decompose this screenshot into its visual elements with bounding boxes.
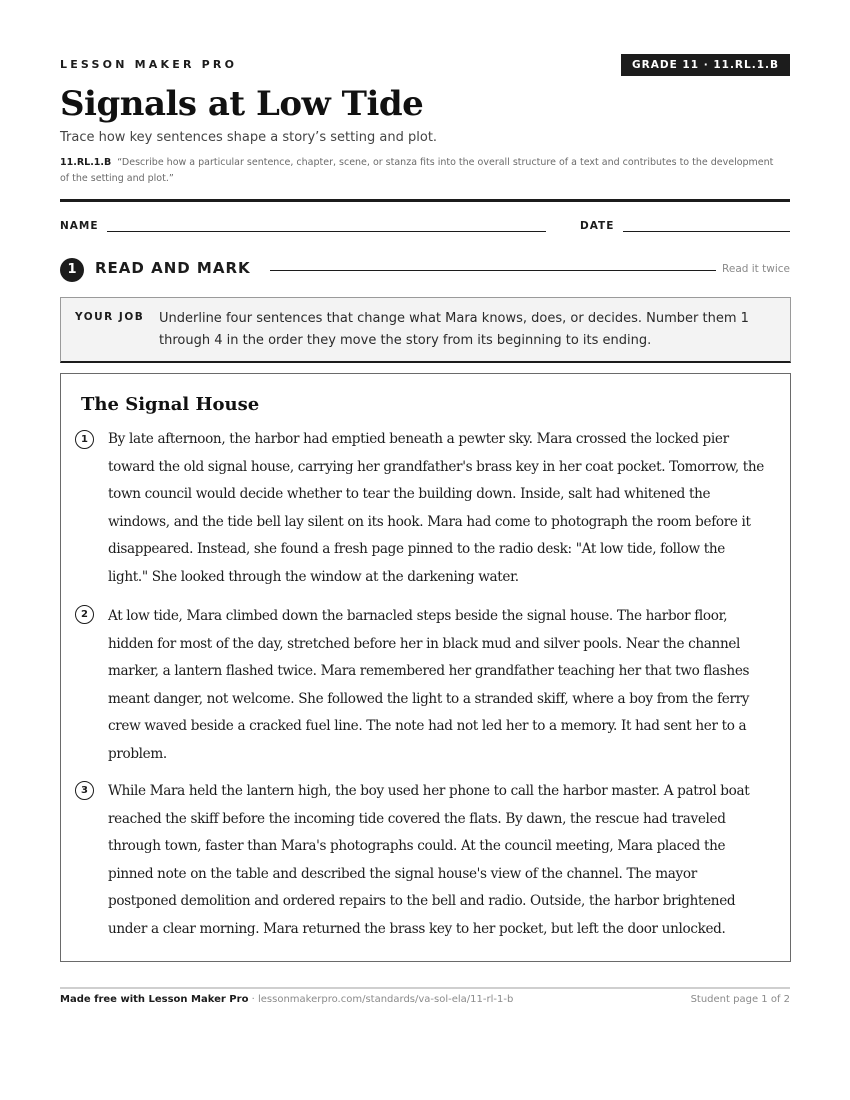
instructions-box	[60, 297, 791, 363]
story-title: The Signal House	[81, 394, 260, 415]
brand-wordmark: LESSON MAKER PRO	[60, 58, 238, 71]
standard-code: 11.RL.1.B	[60, 157, 112, 168]
instructions-text: Underline four sentences that change what Mara knows, does, or decides. Number them 1 through 4 in the order they move the story from its beginning to its ending.	[159, 311, 749, 348]
section-number-badge: 1	[60, 258, 84, 282]
story-paragraph[interactable]: While Mara held the lantern high, the boy used her phone to call the harbor master. A patrol boat reached the skiff before the incoming tide covered the flats. By dawn, the rescue had traveled through town, faster than Mara's photographs could. At the council meeting, Mara placed the pinned note on the table and described the signal house's view of the channel. The mayor postponed demolition and ordered repairs to the bell and radio. Outside, the harbor brightened under a clear morning. Mara returned the brass key to her pocket, but left the door unlocked.	[108, 783, 750, 937]
section-note: Read it twice	[722, 263, 790, 275]
footer-url[interactable]: lessonmakerpro.com/standards/va-sol-ela/11-rl-1-b	[257, 994, 514, 1005]
paragraph-number-badge: 1	[75, 430, 94, 449]
paragraph-number-badge: 2	[75, 605, 94, 624]
story-paragraph[interactable]: By late afternoon, the harbor had emptied beneath a pewter sky. Mara crossed the locked pier toward the old signal house, carrying her grandfather's brass key in her coat pocket. Tomorrow, the town council would decide whether to tear the building down. Inside, salt had whitened the windows, and the tide bell lay silent on its hook. Mara had come to photograph the room before it disappeared. Instead, she found a fresh page pinned to the radio desk: "At low tide, follow the light." She looked through the window at the darkening water.	[108, 431, 764, 585]
page-indicator: Student page 1 of 2	[690, 994, 790, 1005]
footer-divider	[60, 987, 790, 989]
instructions-label: YOUR JOB	[75, 311, 145, 323]
header-divider	[60, 199, 790, 202]
story-passage	[60, 373, 791, 962]
date-field[interactable]	[623, 231, 790, 232]
footer-credit	[60, 994, 513, 1005]
footer-separator: ·	[248, 994, 258, 1005]
name-field[interactable]	[107, 231, 546, 232]
name-label: NAME	[60, 220, 99, 232]
page-title: Signals at Low Tide	[60, 84, 424, 124]
section-divider	[270, 270, 716, 271]
section-title: READ AND MARK	[95, 259, 251, 277]
paragraph-number-badge: 3	[75, 781, 94, 800]
page-subtitle: Trace how key sentences shape a story’s setting and plot.	[60, 130, 438, 145]
standard-text: “Describe how a particular sentence, chapter, scene, or stanza fits into the overall structure of a text and contributes to the development of the setting and plot.”	[60, 157, 774, 184]
grade-badge: GRADE 11 · 11.RL.1.B	[621, 54, 790, 76]
footer-brand: Made free with Lesson Maker Pro	[60, 994, 249, 1005]
standard-description	[60, 155, 780, 187]
story-paragraph[interactable]: At low tide, Mara climbed down the barnacled steps beside the signal house. The harbor floor, hidden for most of the day, stretched before her in black mud and silver pools. Near the channel marker, a lantern flashed twice. Mara remembered her grandfather teaching her that two flashes meant danger, not welcome. She followed the light to a stranded skiff, where a boy from the ferry crew waved beside a cracked fuel line. The note had not led her to a memory. It had sent her to a problem.	[108, 608, 750, 762]
date-label: DATE	[580, 220, 615, 232]
